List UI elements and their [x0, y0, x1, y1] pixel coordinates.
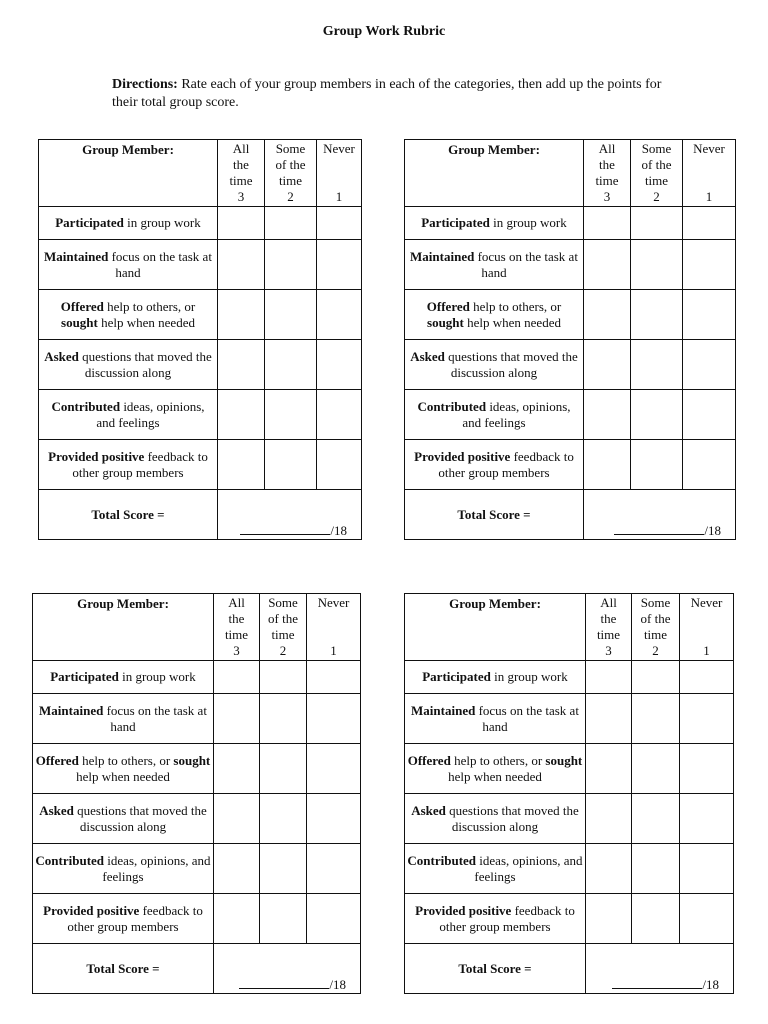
criterion-key: Offered [426, 298, 470, 314]
directions [112, 76, 672, 112]
column-never [307, 594, 361, 661]
column-spacer [680, 627, 733, 643]
criterion-text: in group work [490, 669, 568, 684]
criterion-key: Participated [55, 215, 124, 230]
criterion-text: ideas, opinions, and feelings [102, 852, 211, 884]
criterion-row [39, 390, 362, 440]
document-title: Group Work Rubric [322, 24, 446, 39]
criterion-text: ideas, opinions, and feelings [462, 398, 571, 430]
total-row [405, 944, 734, 994]
criterion-row [33, 661, 361, 694]
total-row [405, 490, 736, 540]
criterion-row [39, 290, 362, 340]
score-box-3[interactable] [218, 390, 265, 440]
total-score-max: /18 [704, 523, 721, 538]
column-points: 1 [330, 643, 337, 658]
criterion-key: Asked [39, 802, 74, 818]
score-box-1[interactable] [680, 694, 734, 744]
criterion-row [39, 340, 362, 390]
criterion-row [33, 894, 361, 944]
criterion-participated [33, 661, 214, 694]
criterion-key: sought [173, 752, 211, 768]
column-label: of the [641, 157, 672, 172]
group-member-cell[interactable] [405, 140, 584, 207]
column-label: All [600, 595, 617, 610]
column-points: 1 [335, 189, 343, 204]
total-score-label: Total Score = [39, 490, 218, 540]
score-box-1[interactable] [680, 844, 734, 894]
rubric-header-row [33, 594, 361, 661]
column-label: Some [268, 595, 298, 610]
criterion-contributed [405, 390, 584, 440]
score-box-1[interactable] [680, 894, 734, 944]
criterion-asked [405, 794, 586, 844]
score-box-1[interactable] [317, 440, 362, 490]
group-member-cell[interactable] [39, 140, 218, 207]
column-label: time [271, 627, 295, 642]
total-score-line[interactable] [239, 976, 329, 989]
score-box-2[interactable] [260, 661, 307, 694]
column-label: the [599, 157, 615, 172]
score-box-2[interactable] [260, 794, 307, 844]
column-label: the [233, 157, 249, 172]
total-score-field[interactable] [218, 490, 362, 540]
column-label: the [600, 611, 617, 626]
total-row [33, 944, 361, 994]
score-box-2[interactable] [632, 894, 680, 944]
criterion-asked [39, 340, 218, 390]
score-box-1[interactable] [683, 290, 736, 340]
score-box-3[interactable] [214, 661, 260, 694]
criterion-row [405, 340, 736, 390]
score-box-1[interactable] [317, 390, 362, 440]
score-box-1[interactable] [307, 794, 361, 844]
column-label: All [232, 141, 250, 156]
total-score-line[interactable] [240, 522, 330, 535]
criterion-text: help to others, or [103, 298, 196, 314]
score-box-3[interactable] [584, 207, 631, 240]
score-box-3[interactable] [584, 390, 631, 440]
column-spacer [683, 157, 735, 173]
score-box-3[interactable] [586, 844, 632, 894]
column-never [683, 140, 736, 207]
criterion-key: Provided positive [414, 448, 511, 464]
score-box-2[interactable] [265, 340, 317, 390]
column-label: time [644, 173, 669, 188]
score-box-3[interactable] [584, 440, 631, 490]
criterion-key: Contributed [417, 398, 487, 414]
criterion-maintained [33, 694, 214, 744]
criterion-text: questions that moved the discussion along [445, 802, 579, 834]
criterion-contributed [39, 390, 218, 440]
rubric-table-4 [404, 593, 734, 994]
column-spacer [317, 157, 361, 173]
score-box-1[interactable] [317, 340, 362, 390]
score-box-2[interactable] [265, 207, 317, 240]
criterion-text: ideas, opinions, and feelings [474, 852, 583, 884]
criterion-provided-positive [33, 894, 214, 944]
criterion-key: Provided positive [415, 902, 512, 918]
rubric-table-2 [404, 139, 736, 540]
criterion-key: Asked [410, 348, 445, 364]
criterion-key: Participated [422, 669, 491, 684]
criterion-row [405, 794, 734, 844]
column-points: 1 [705, 189, 713, 204]
total-score-max: /18 [330, 523, 347, 538]
criterion-key: sought [545, 752, 583, 768]
criterion-text: feedback to other group members [67, 902, 203, 934]
criterion-row [405, 207, 736, 240]
score-box-1[interactable] [317, 290, 362, 340]
criterion-key: Asked [411, 802, 446, 818]
criterion-text: ideas, opinions, and feelings [96, 398, 205, 430]
score-box-1[interactable] [317, 207, 362, 240]
criterion-text: help to others, or [469, 298, 562, 314]
total-score-label: Total Score = [33, 944, 214, 994]
column-label: time [643, 627, 668, 642]
score-box-2[interactable] [260, 744, 307, 794]
column-label: Some [640, 595, 671, 610]
rubric-header-row [39, 140, 362, 207]
rubric-table-3 [32, 593, 361, 994]
score-box-1[interactable] [683, 207, 736, 240]
score-box-1[interactable] [307, 744, 361, 794]
criterion-provided-positive [405, 894, 586, 944]
score-box-2[interactable] [632, 794, 680, 844]
total-score-max: /18 [329, 977, 346, 992]
column-label: Never [693, 141, 725, 156]
criterion-row [39, 440, 362, 490]
score-box-1[interactable] [307, 894, 361, 944]
criterion-maintained [39, 240, 218, 290]
column-spacer [307, 611, 360, 627]
score-box-3[interactable] [218, 207, 265, 240]
column-points: 3 [603, 189, 611, 204]
score-box-3[interactable] [218, 340, 265, 390]
column-label: time [596, 627, 621, 642]
column-all-the-time [218, 140, 265, 207]
column-label: Never [323, 141, 355, 156]
criterion-row [33, 844, 361, 894]
column-points: 3 [233, 643, 240, 658]
group-member-cell[interactable] [405, 594, 586, 661]
criterion-participated [39, 207, 218, 240]
criterion-key: Maintained [411, 702, 476, 718]
criterion-provided-positive [405, 440, 584, 490]
criterion-participated [405, 661, 586, 694]
criterion-asked [33, 794, 214, 844]
criterion-text: in group work [489, 215, 567, 230]
score-box-3[interactable] [214, 844, 260, 894]
criterion-row [33, 694, 361, 744]
column-all-the-time [586, 594, 632, 661]
criterion-text: feedback to other group members [438, 448, 574, 480]
criterion-text: help when needed [97, 314, 195, 330]
criterion-row [405, 661, 734, 694]
column-label: time [229, 173, 253, 188]
criterion-text: questions that moved the discussion along [78, 348, 212, 380]
score-box-1[interactable] [680, 794, 734, 844]
total-score-label: Total Score = [405, 944, 586, 994]
score-box-2[interactable] [265, 290, 317, 340]
criterion-row [39, 207, 362, 240]
score-box-3[interactable] [584, 340, 631, 390]
criterion-offered [39, 290, 218, 340]
rubric-table-1 [38, 139, 362, 540]
criterion-key: Contributed [51, 398, 121, 414]
score-box-3[interactable] [586, 894, 632, 944]
score-box-1[interactable] [307, 661, 361, 694]
criterion-row [405, 290, 736, 340]
criterion-contributed [405, 844, 586, 894]
score-box-1[interactable] [683, 440, 736, 490]
group-member-label: Group Member: [449, 596, 541, 611]
rubric-header-row [405, 594, 734, 661]
criterion-row [405, 694, 734, 744]
criterion-key: Offered [407, 752, 451, 768]
group-member-label: Group Member: [448, 142, 540, 157]
score-box-3[interactable] [586, 794, 632, 844]
criterion-key: Provided positive [48, 448, 145, 464]
criterion-row [405, 744, 734, 794]
criterion-text: questions that moved the discussion along [444, 348, 578, 380]
score-box-1[interactable] [307, 844, 361, 894]
directions-label: Directions: [112, 77, 178, 92]
total-score-field[interactable] [586, 944, 734, 994]
score-box-1[interactable] [680, 661, 734, 694]
score-box-2[interactable] [265, 440, 317, 490]
total-score-line[interactable] [614, 522, 704, 535]
score-box-3[interactable] [214, 894, 260, 944]
total-score-field[interactable] [214, 944, 361, 994]
score-box-3[interactable] [214, 744, 260, 794]
criterion-text: questions that moved the discussion along [73, 802, 207, 834]
criterion-text: help when needed [448, 768, 542, 784]
score-box-3[interactable] [218, 440, 265, 490]
rubric-header-row [405, 140, 736, 207]
score-box-3[interactable] [214, 794, 260, 844]
criterion-key: sought [427, 314, 464, 330]
criterion-key: Maintained [410, 248, 475, 264]
criterion-row [405, 844, 734, 894]
score-box-1[interactable] [683, 240, 736, 290]
criterion-maintained [405, 240, 584, 290]
score-box-3[interactable] [584, 240, 631, 290]
column-points: 2 [287, 189, 294, 204]
criterion-offered [405, 744, 586, 794]
criterion-provided-positive [39, 440, 218, 490]
column-label: time [278, 173, 303, 188]
total-score-label: Total Score = [405, 490, 584, 540]
column-label: time [224, 627, 249, 642]
directions-text: Rate each of your group members in each of the categories, then add up the points for their total group score. [112, 77, 662, 110]
total-row [39, 490, 362, 540]
column-some-of-the-time [260, 594, 307, 661]
score-box-3[interactable] [218, 240, 265, 290]
criterion-key: Contributed [35, 852, 105, 868]
criterion-text: focus on the task at hand [103, 702, 207, 734]
column-points: 3 [605, 643, 612, 658]
score-box-1[interactable] [683, 390, 736, 440]
criterion-row [405, 440, 736, 490]
column-never [317, 140, 362, 207]
criterion-key: Participated [50, 669, 119, 684]
criterion-key: Offered [60, 298, 104, 314]
score-box-2[interactable] [632, 844, 680, 894]
column-all-the-time [584, 140, 631, 207]
score-box-2[interactable] [631, 290, 683, 340]
group-member-label: Group Member: [77, 596, 169, 611]
criterion-text: help to others, or [78, 752, 174, 768]
column-label: of the [640, 611, 671, 626]
column-points: 2 [279, 643, 287, 658]
score-box-3[interactable] [586, 744, 632, 794]
criterion-text: help when needed [76, 768, 170, 784]
criterion-text: help to others, or [450, 752, 546, 768]
total-score-blank [614, 522, 721, 539]
score-box-2[interactable] [631, 207, 683, 240]
score-box-2[interactable] [632, 694, 680, 744]
criterion-text: focus on the task at hand [475, 702, 579, 734]
column-points: 2 [653, 189, 660, 204]
score-box-2[interactable] [260, 894, 307, 944]
column-spacer [683, 173, 735, 189]
criterion-text: focus on the task at hand [474, 248, 578, 280]
criterion-maintained [405, 694, 586, 744]
column-label: All [598, 141, 616, 156]
total-score-max: /18 [702, 977, 719, 992]
total-score-field[interactable] [584, 490, 736, 540]
score-box-3[interactable] [584, 290, 631, 340]
column-never [680, 594, 734, 661]
score-box-1[interactable] [683, 340, 736, 390]
criterion-text: feedback to other group members [439, 902, 575, 934]
column-points: 1 [703, 643, 710, 658]
criterion-text: feedback to other group members [72, 448, 208, 480]
column-points: 3 [237, 189, 245, 204]
column-spacer [317, 173, 361, 189]
criterion-offered [33, 744, 214, 794]
total-score-blank [240, 522, 347, 539]
group-member-label: Group Member: [82, 142, 174, 157]
criterion-text: help when needed [463, 314, 561, 330]
criterion-key: sought [61, 314, 98, 330]
score-box-2[interactable] [632, 661, 680, 694]
criterion-asked [405, 340, 584, 390]
column-points: 2 [652, 643, 659, 658]
criterion-row [405, 390, 736, 440]
criterion-offered [405, 290, 584, 340]
criterion-row [405, 240, 736, 290]
criterion-key: Participated [421, 215, 490, 230]
score-box-1[interactable] [680, 744, 734, 794]
criterion-row [33, 794, 361, 844]
score-box-3[interactable] [586, 661, 632, 694]
score-box-2[interactable] [260, 844, 307, 894]
column-label: Some [641, 141, 672, 156]
criterion-participated [405, 207, 584, 240]
total-score-blank [239, 976, 346, 993]
group-member-cell[interactable] [33, 594, 214, 661]
score-box-2[interactable] [632, 744, 680, 794]
score-box-3[interactable] [214, 694, 260, 744]
criterion-contributed [33, 844, 214, 894]
score-box-2[interactable] [265, 390, 317, 440]
column-some-of-the-time [631, 140, 683, 207]
score-box-3[interactable] [218, 290, 265, 340]
column-spacer [680, 611, 733, 627]
score-box-2[interactable] [631, 390, 683, 440]
criterion-key: Maintained [39, 702, 104, 718]
criterion-text: in group work [118, 669, 196, 684]
column-label: of the [268, 611, 298, 626]
total-score-line[interactable] [612, 976, 702, 989]
score-box-1[interactable] [307, 694, 361, 744]
score-box-2[interactable] [265, 240, 317, 290]
criterion-key: Contributed [407, 852, 477, 868]
score-box-2[interactable] [631, 340, 683, 390]
score-box-2[interactable] [631, 240, 683, 290]
criterion-key: Provided positive [43, 902, 140, 918]
criterion-row [405, 894, 734, 944]
column-label: All [228, 595, 245, 610]
criterion-row [39, 240, 362, 290]
criterion-text: in group work [123, 215, 201, 230]
criterion-key: Maintained [44, 248, 109, 264]
column-some-of-the-time [265, 140, 317, 207]
column-label: of the [275, 157, 306, 172]
criterion-key: Asked [44, 348, 79, 364]
criterion-row [33, 744, 361, 794]
criterion-text: focus on the task at hand [108, 248, 212, 280]
column-spacer [307, 627, 360, 643]
score-box-2[interactable] [631, 440, 683, 490]
criterion-key: Offered [35, 752, 79, 768]
column-all-the-time [214, 594, 260, 661]
score-box-1[interactable] [317, 240, 362, 290]
column-label: Some [275, 141, 306, 156]
column-label: the [228, 611, 245, 626]
column-label: Never [690, 595, 723, 610]
score-box-3[interactable] [586, 694, 632, 744]
column-some-of-the-time [632, 594, 680, 661]
score-box-2[interactable] [260, 694, 307, 744]
column-label: time [595, 173, 619, 188]
total-score-blank [612, 976, 719, 993]
column-label: Never [317, 595, 350, 610]
